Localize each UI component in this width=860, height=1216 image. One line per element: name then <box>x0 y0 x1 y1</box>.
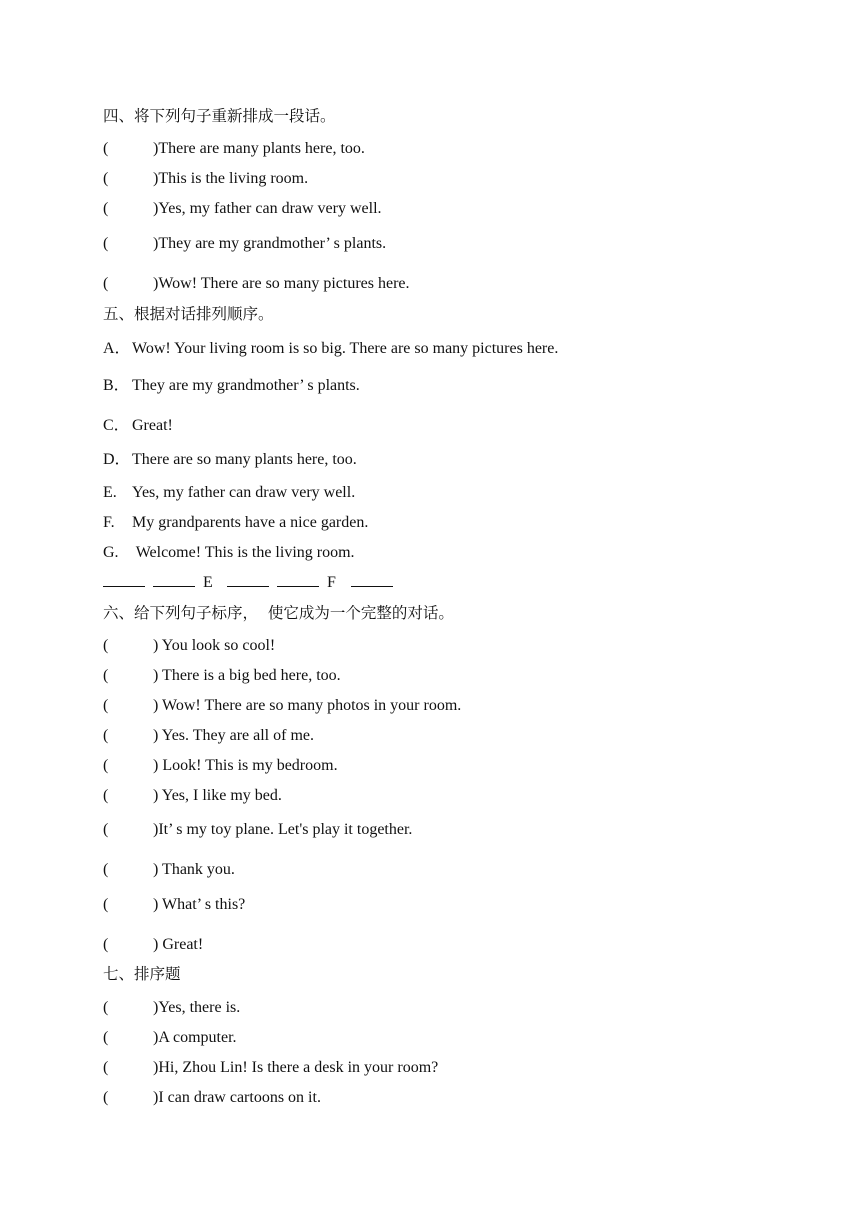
answer-blank[interactable] <box>153 572 195 587</box>
answer-paren[interactable]: ( <box>103 861 109 878</box>
answer-blank[interactable] <box>351 572 393 587</box>
given-answer: F <box>327 574 336 591</box>
sentence-text: )It’ s my toy plane. Let's play it together. <box>153 821 413 838</box>
sentence-text: ) Look! This is my bedroom. <box>153 757 338 774</box>
answer-paren[interactable]: ( <box>103 757 109 774</box>
answer-paren[interactable]: ( <box>103 999 109 1016</box>
list-item <box>103 696 461 716</box>
answer-paren[interactable]: ( <box>103 787 109 804</box>
answer-paren[interactable]: ( <box>103 697 109 714</box>
section-7-heading: 七、排序题 <box>103 965 181 983</box>
sentence-text: )Yes, there is. <box>153 999 241 1016</box>
option-text: My grandparents have a nice garden. <box>132 514 369 531</box>
section-4-heading: 四、将下列句子重新排成一段话。 <box>103 107 336 125</box>
answer-paren[interactable]: ( <box>103 821 109 838</box>
option-label: F. <box>103 514 115 531</box>
answer-paren[interactable]: ( <box>103 140 109 157</box>
answer-paren[interactable]: ( <box>103 170 109 187</box>
list-item <box>103 726 314 746</box>
option-text: There are so many plants here, too. <box>132 451 357 468</box>
sentence-text: ) Yes. They are all of me. <box>153 727 314 744</box>
option-item <box>103 450 357 470</box>
answer-paren[interactable]: ( <box>103 275 109 292</box>
sentence-text: ) You look so cool! <box>153 637 276 654</box>
list-item <box>103 169 308 189</box>
sentence-text: )I can draw cartoons on it. <box>153 1089 321 1106</box>
sentence-text: )There are many plants here, too. <box>153 140 365 157</box>
answer-paren[interactable]: ( <box>103 200 109 217</box>
sentence-text: )Yes, my father can draw very well. <box>153 200 382 217</box>
option-label: B． <box>103 377 130 394</box>
given-answer: E <box>203 574 213 591</box>
option-label: E. <box>103 484 117 501</box>
list-item <box>103 139 365 159</box>
option-item <box>103 339 558 359</box>
answer-paren[interactable]: ( <box>103 1089 109 1106</box>
option-text: They are my grandmother’ s plants. <box>132 377 360 394</box>
answer-blank[interactable] <box>103 572 145 587</box>
answer-paren[interactable]: ( <box>103 667 109 684</box>
option-text: Great! <box>132 417 173 434</box>
sentence-text: ) Great! <box>153 936 204 953</box>
section-6-heading: 六、给下列句子标序， 使它成为一个完整的对话。 <box>103 604 454 622</box>
answer-paren[interactable]: ( <box>103 896 109 913</box>
option-label: C． <box>103 417 130 434</box>
list-item <box>103 1088 321 1108</box>
list-item <box>103 998 240 1018</box>
option-text: Yes, my father can draw very well. <box>132 484 356 501</box>
answer-paren[interactable]: ( <box>103 235 109 252</box>
option-item <box>103 483 355 503</box>
answer-blank[interactable] <box>227 572 269 587</box>
option-label: A． <box>103 340 131 357</box>
sentence-text: ) Wow! There are so many photos in your room. <box>153 697 462 714</box>
list-item <box>103 636 275 656</box>
list-item <box>103 274 410 294</box>
sentence-text: ) What’ s this? <box>153 896 246 913</box>
answer-blanks-row <box>103 572 401 593</box>
sentence-text: )They are my grandmother’ s plants. <box>153 235 387 252</box>
sentence-text: )Wow! There are so many pictures here. <box>153 275 410 292</box>
list-item <box>103 895 245 915</box>
sentence-text: ) There is a big bed here, too. <box>153 667 341 684</box>
sentence-text: )A computer. <box>153 1029 237 1046</box>
answer-paren[interactable]: ( <box>103 637 109 654</box>
list-item <box>103 234 386 254</box>
option-text: Wow! Your living room is so big. There are so many pictures here. <box>132 340 559 357</box>
list-item <box>103 1028 237 1048</box>
option-label: G. <box>103 544 119 561</box>
answer-blank[interactable] <box>277 572 319 587</box>
option-item <box>103 416 173 436</box>
list-item <box>103 666 341 686</box>
list-item <box>103 756 338 776</box>
option-item <box>103 376 360 396</box>
answer-paren[interactable]: ( <box>103 1029 109 1046</box>
option-item <box>103 513 368 533</box>
answer-paren[interactable]: ( <box>103 1059 109 1076</box>
list-item <box>103 199 382 219</box>
sentence-text: )This is the living room. <box>153 170 309 187</box>
sentence-text: )Hi, Zhou Lin! Is there a desk in your room? <box>153 1059 439 1076</box>
list-item <box>103 860 235 880</box>
list-item <box>103 786 282 806</box>
option-text: Welcome! This is the living room. <box>132 544 355 561</box>
answer-paren[interactable]: ( <box>103 936 109 953</box>
list-item <box>103 820 412 840</box>
sentence-text: ) Yes, I like my bed. <box>153 787 282 804</box>
option-item <box>103 543 355 563</box>
list-item <box>103 935 203 955</box>
answer-paren[interactable]: ( <box>103 727 109 744</box>
option-label: D． <box>103 451 131 468</box>
section-5-heading: 五、根据对话排列顺序。 <box>103 305 274 323</box>
list-item <box>103 1058 438 1078</box>
sentence-text: ) Thank you. <box>153 861 235 878</box>
